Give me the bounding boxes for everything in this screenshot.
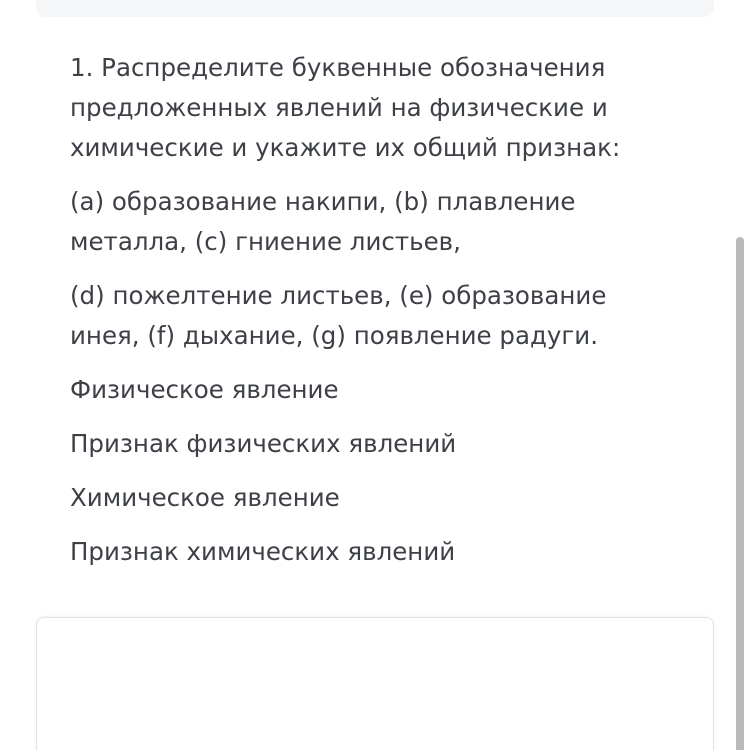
question-text (70, 48, 680, 586)
question-line: (d) пожелтение листьев, (e) образование инея, (f) дыхание, (g) появление радуги. (70, 281, 607, 350)
answer-input[interactable] (36, 617, 714, 750)
question-line: 1. Распределите буквенные обозначения предложенных явлений на физические и химические и укажите их общий признак: (70, 53, 621, 162)
question-line: Физическое явление (70, 375, 339, 404)
question-line: Признак физических явлений (70, 429, 457, 458)
scrollbar[interactable] (736, 237, 744, 750)
question-line: (a) образование накипи, (b) плавление металла, (c) гниение листьев, (70, 187, 576, 256)
question-line: Химическое явление (70, 483, 340, 512)
previous-card (36, 0, 714, 17)
question-line: Признак химических явлений (70, 537, 456, 566)
